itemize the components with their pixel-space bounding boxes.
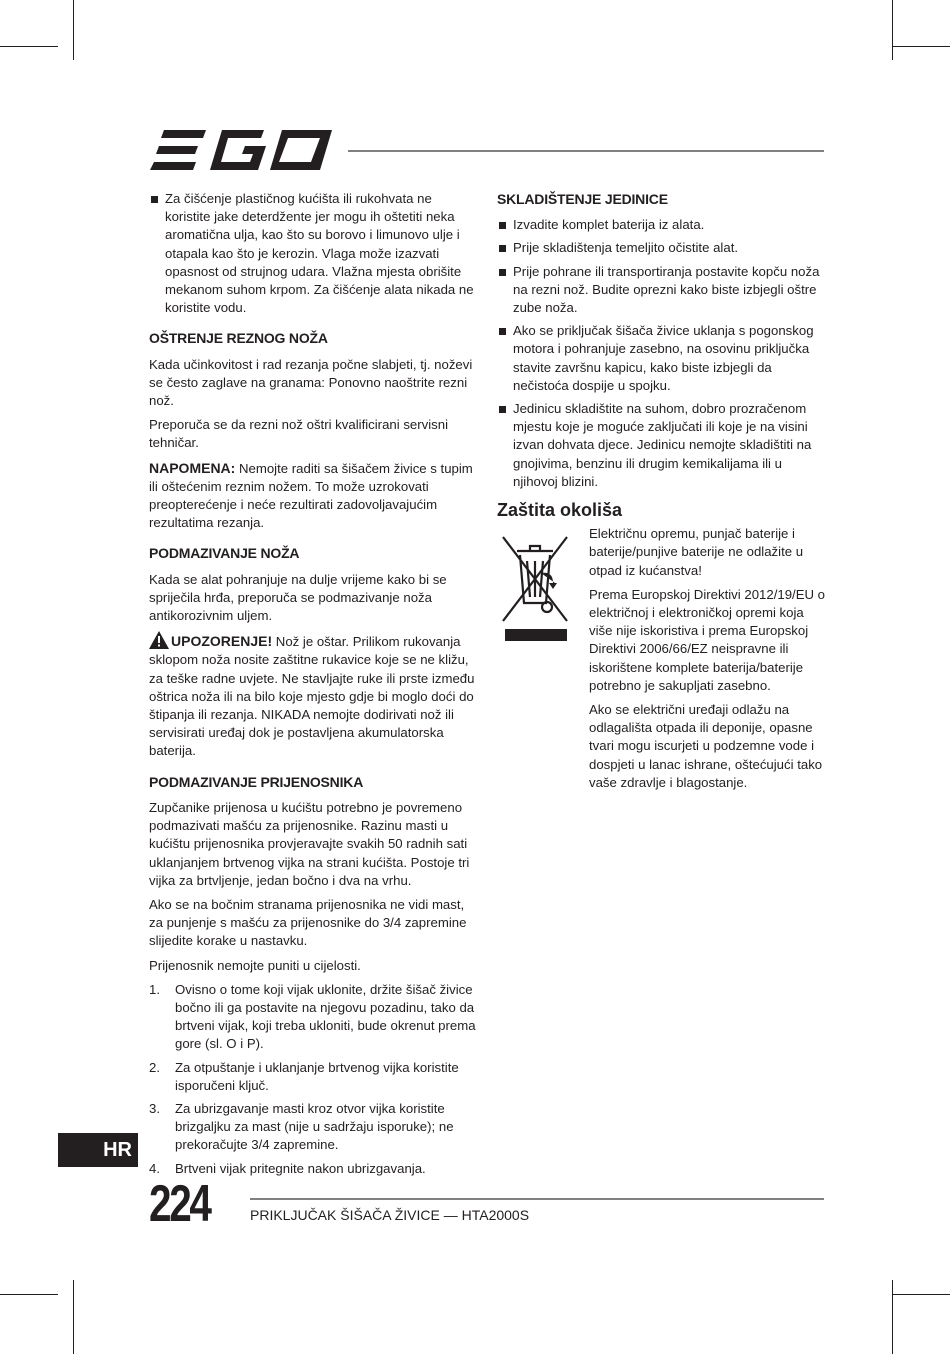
note-label: NAPOMENA: — [149, 459, 236, 476]
paragraph: Prema Europskoj Direktivi 2012/19/EU o električnoj i elektroničkoj opremi koja više nije iskoristiva i prema Europskoj Direktivi 2006/66/EZ neispravne ili iskorištene komplete baterija/baterije potrebno je sakupljati zasebno. — [589, 586, 826, 693]
crop-mark — [73, 1280, 74, 1354]
bullet-square-icon — [499, 328, 506, 335]
storage-heading: SKLADIŠTENJE JEDINICE — [497, 191, 668, 207]
warning-triangle-icon — [149, 631, 169, 649]
crop-mark — [892, 46, 950, 47]
bullet-square-icon — [499, 406, 506, 413]
environment-heading: Zaštita okoliša — [497, 500, 623, 521]
list-item: 2. Za otpuštanje i uklanjanje brtvenog vijka koristite isporučeni ključ. — [149, 1059, 459, 1093]
language-tab: HR — [58, 1133, 138, 1167]
crop-mark — [0, 1294, 58, 1295]
gearbox-lubrication-heading: PODMAZIVANJE PRIJENOSNIKA — [149, 773, 364, 790]
sharpening-heading: OŠTRENJE REZNOG NOŽA — [149, 330, 328, 347]
list-item: Prije pohrane ili transportiranja postavite kopču noža na rezni nož. Budite oprezni kako biste izbjegli oštre zube noža. — [497, 263, 827, 318]
environment-block — [497, 525, 827, 792]
footer-rule — [250, 1198, 824, 1200]
bullet-square-icon — [499, 222, 506, 229]
warning-text: Nož je oštar. Prilikom rukovanja sklopom noža nosite zaštitne rukavice koje se ne kližu, za teške radne uvjete. Ne stavljajte ruke ili prste između oštrica noža ili na bilo koje mjesto gdje bi moglo doći do štipanja ili rezanja. NIKADA nemojte dodirivati nož ili servisirati uređaj dok je postavljena akumulatorska baterija. — [149, 634, 475, 759]
left-column — [149, 190, 479, 1183]
paragraph: Električnu opremu, punjač baterije i baterije/punjive baterije ne odlažite u otpad iz kućanstva! — [589, 526, 804, 578]
footer-title: PRIKLJUČAK ŠIŠAČA ŽIVICE — HTA2000S — [250, 1207, 530, 1223]
list-item: Za čišćenje plastičnog kućišta ili rukohvata ne koristite jake deterdžente jer mogu ih oštetiti neka aromatična ulja, kao što su borovo i limunovo ulje i otapala kao što je kerozin. Vlaga može izazvati opasnost od strujnog udara. Vlažna mjesta obrišite mekanom suhom krpom. Za čišćenje alata nikada ne koristite vodu. — [149, 190, 479, 317]
crop-mark — [73, 0, 74, 60]
bullet-square-icon — [499, 269, 506, 276]
list-item: Ako se priključak šišača živice uklanja s pogonskog motora i pohranjuje zasebno, na osovinu priključka stavite završnu kapicu, kako biste izbjegli da nečistoća dospije u spojku. — [497, 322, 827, 395]
list-item: Izvadite komplet baterija iz alata. — [497, 216, 827, 234]
paragraph: Prijenosnik nemojte puniti u cijelosti. — [149, 957, 361, 973]
paragraph: Ako se električni uređaji odlažu na odlagališta otpada ili deponije, opasne tvari mogu iscurjeti u podzemne vode i dospjeti u lanac ishrane, oštećujući tako vaše zdravlje i blagostanje. — [589, 702, 823, 790]
ego-logo — [150, 130, 332, 172]
paragraph: Kada se alat pohranjuje na dulje vrijeme kako bi se spriječila hrđa, preporuča se podmazivanje noža antikorozivnim uljem. — [149, 571, 447, 624]
page-number: 224 — [149, 1175, 210, 1233]
crop-mark — [892, 0, 893, 60]
crop-mark — [0, 46, 58, 47]
gearbox-steps — [149, 981, 479, 1178]
list-item: 4. Brtveni vijak pritegnite nakon ubrizgavanja. — [149, 1160, 426, 1176]
bullet-square-icon — [499, 245, 506, 252]
list-item: Jedinicu skladištite na suhom, dobro prozračenom mjestu koje je moguće zaključati ili koje je na visini izvan dohvata djece. Jedinicu nemojte skladištiti na gnojivima, benzinu ili drugim kemikalijama ili u njihovoj blizini. — [497, 400, 827, 491]
blade-lubrication-heading: PODMAZIVANJE NOŽA — [149, 545, 300, 562]
warning-label: UPOZORENJE! — [171, 633, 273, 650]
cleaning-bullets — [149, 190, 479, 317]
paragraph: Ako se na bočnim stranama prijenosnika ne vidi mast, za punjenje s mašću za prijenosnike do 3/4 zapremine slijedite korake u nastavku. — [149, 896, 467, 949]
crop-mark — [892, 1294, 950, 1295]
environment-text — [589, 525, 827, 792]
list-item: 3. Za ubrizgavanje masti kroz otvor vijka koristite brizgaljku za mast (nije u sadržaju isporuke); ne prekoračujte 3/4 zapremine. — [149, 1100, 454, 1153]
paragraph: Preporuča se da rezni nož oštri kvalificirani servisni tehničar. — [149, 417, 449, 451]
bullet-square-icon — [151, 196, 158, 203]
crop-mark — [892, 1280, 893, 1354]
right-column — [497, 190, 827, 798]
warning-paragraph — [149, 631, 479, 760]
list-item: 1. Ovisno o tome koji vijak uklonite, držite šišač živice bočno ili ga postavite na njegovu pozadinu, tako da brtveni vijak, koji treba ukloniti, bude okrenut prema gore (sl. O i P). — [149, 981, 476, 1052]
note-text: Nemojte raditi sa šišačem živice s tupim ili oštećenim reznim nožem. To može uzrokovati preopterećenje i neće rezultirati zadovoljavajućim rezultatima rezanja. — [149, 460, 473, 531]
crossed-bin-icon — [497, 529, 573, 641]
note-paragraph — [149, 459, 479, 533]
paragraph: Zupčanike prijenosa u kućištu potrebno je povremeno podmazivati mašću za prijenosnike. Razinu masti u kućištu prijenosnika provjeravajte svakih 50 radnih sati uklanjanjem brtvenog vijka na strani kućišta. Postoje tri vijka za brtvljenje, jedan bočno i dva na vrhu. — [149, 799, 470, 888]
paragraph: Kada učinkovitost i rad rezanja počne slabjeti, tj. noževi se često zaglave na granama: Ponovno naoštrite rezni nož. — [149, 356, 473, 409]
header-rule — [348, 150, 824, 152]
list-item: Prije skladištenja temeljito očistite alat. — [497, 239, 827, 257]
storage-bullets — [497, 216, 827, 491]
